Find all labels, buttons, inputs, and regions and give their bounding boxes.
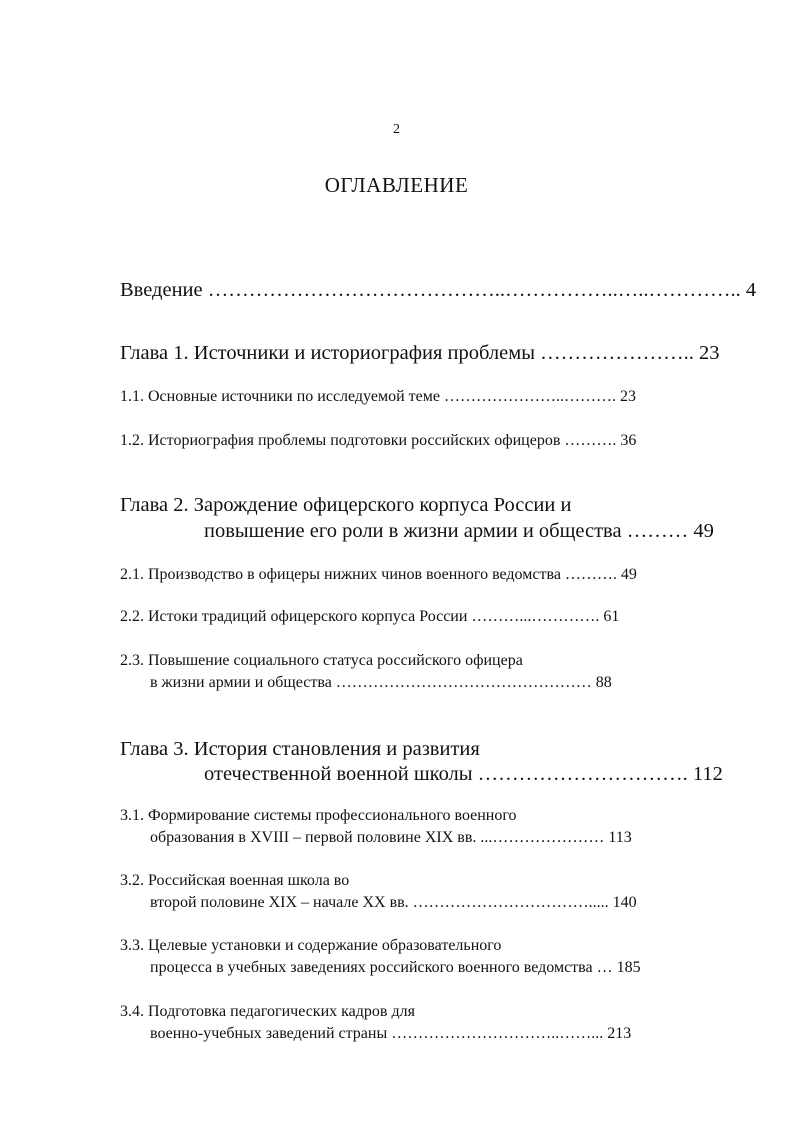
toc-chapter-3-line-1: Глава 3. История становления и развития xyxy=(120,738,480,760)
toc-section-3-1-line-2: образования в XVIII – первой половине XIX вв. ...………………… 113 xyxy=(150,829,632,846)
toc-section-3-4-line-2: военно-учебных заведений страны …………………………..……... 213 xyxy=(150,1025,632,1042)
toc-section-3-3-line-2: процесса в учебных заведениях российского военного ведомства … 185 xyxy=(150,959,641,976)
toc-section-3-1-line-1: 3.1. Формирование системы профессионального военного xyxy=(120,807,517,824)
toc-section-3-2-line-1: 3.2. Российская военная школа во xyxy=(120,872,350,889)
toc-section-2-2: 2.2. Истоки традиций офицерского корпуса России ………...…………. 61 xyxy=(120,608,620,625)
toc-chapter-1: Глава 1. Источники и историография проблемы ………………….. 23 xyxy=(120,342,720,364)
toc-section-2-1: 2.1. Производство в офицеры нижних чинов военного ведомства ………. 49 xyxy=(120,566,637,583)
toc-section-3-2-line-2: второй половине XIX – начале XX вв. ……………………………..... 140 xyxy=(150,894,637,911)
page-number: 2 xyxy=(393,122,400,137)
toc-section-1-2: 1.2. Историография проблемы подготовки российских офицеров ………. 36 xyxy=(120,432,637,449)
toc-section-2-3-line-1: 2.3. Повышение социального статуса российского офицера xyxy=(120,652,523,669)
toc-section-3-4-line-1: 3.4. Подготовка педагогических кадров для xyxy=(120,1003,415,1020)
toc-section-3-3-line-1: 3.3. Целевые установки и содержание образовательного xyxy=(120,937,502,954)
toc-section-2-3-line-2: в жизни армии и общества ………………………………………… 88 xyxy=(150,674,612,691)
page-title: ОГЛАВЛЕНИЕ xyxy=(324,173,469,197)
toc-section-1-1: 1.1. Основные источники по исследуемой теме …………………..………. 23 xyxy=(120,388,636,405)
toc-chapter-2-line-2: повышение его роли в жизни армии и общества ……… 49 xyxy=(204,520,714,542)
toc-chapter-2-line-1: Глава 2. Зарождение офицерского корпуса России и xyxy=(120,494,572,516)
toc-intro: Введение ……………………………………..……………..…..………….. 4 xyxy=(120,279,757,301)
toc-chapter-3-line-2: отечественной военной школы …………………………. 112 xyxy=(204,763,723,785)
